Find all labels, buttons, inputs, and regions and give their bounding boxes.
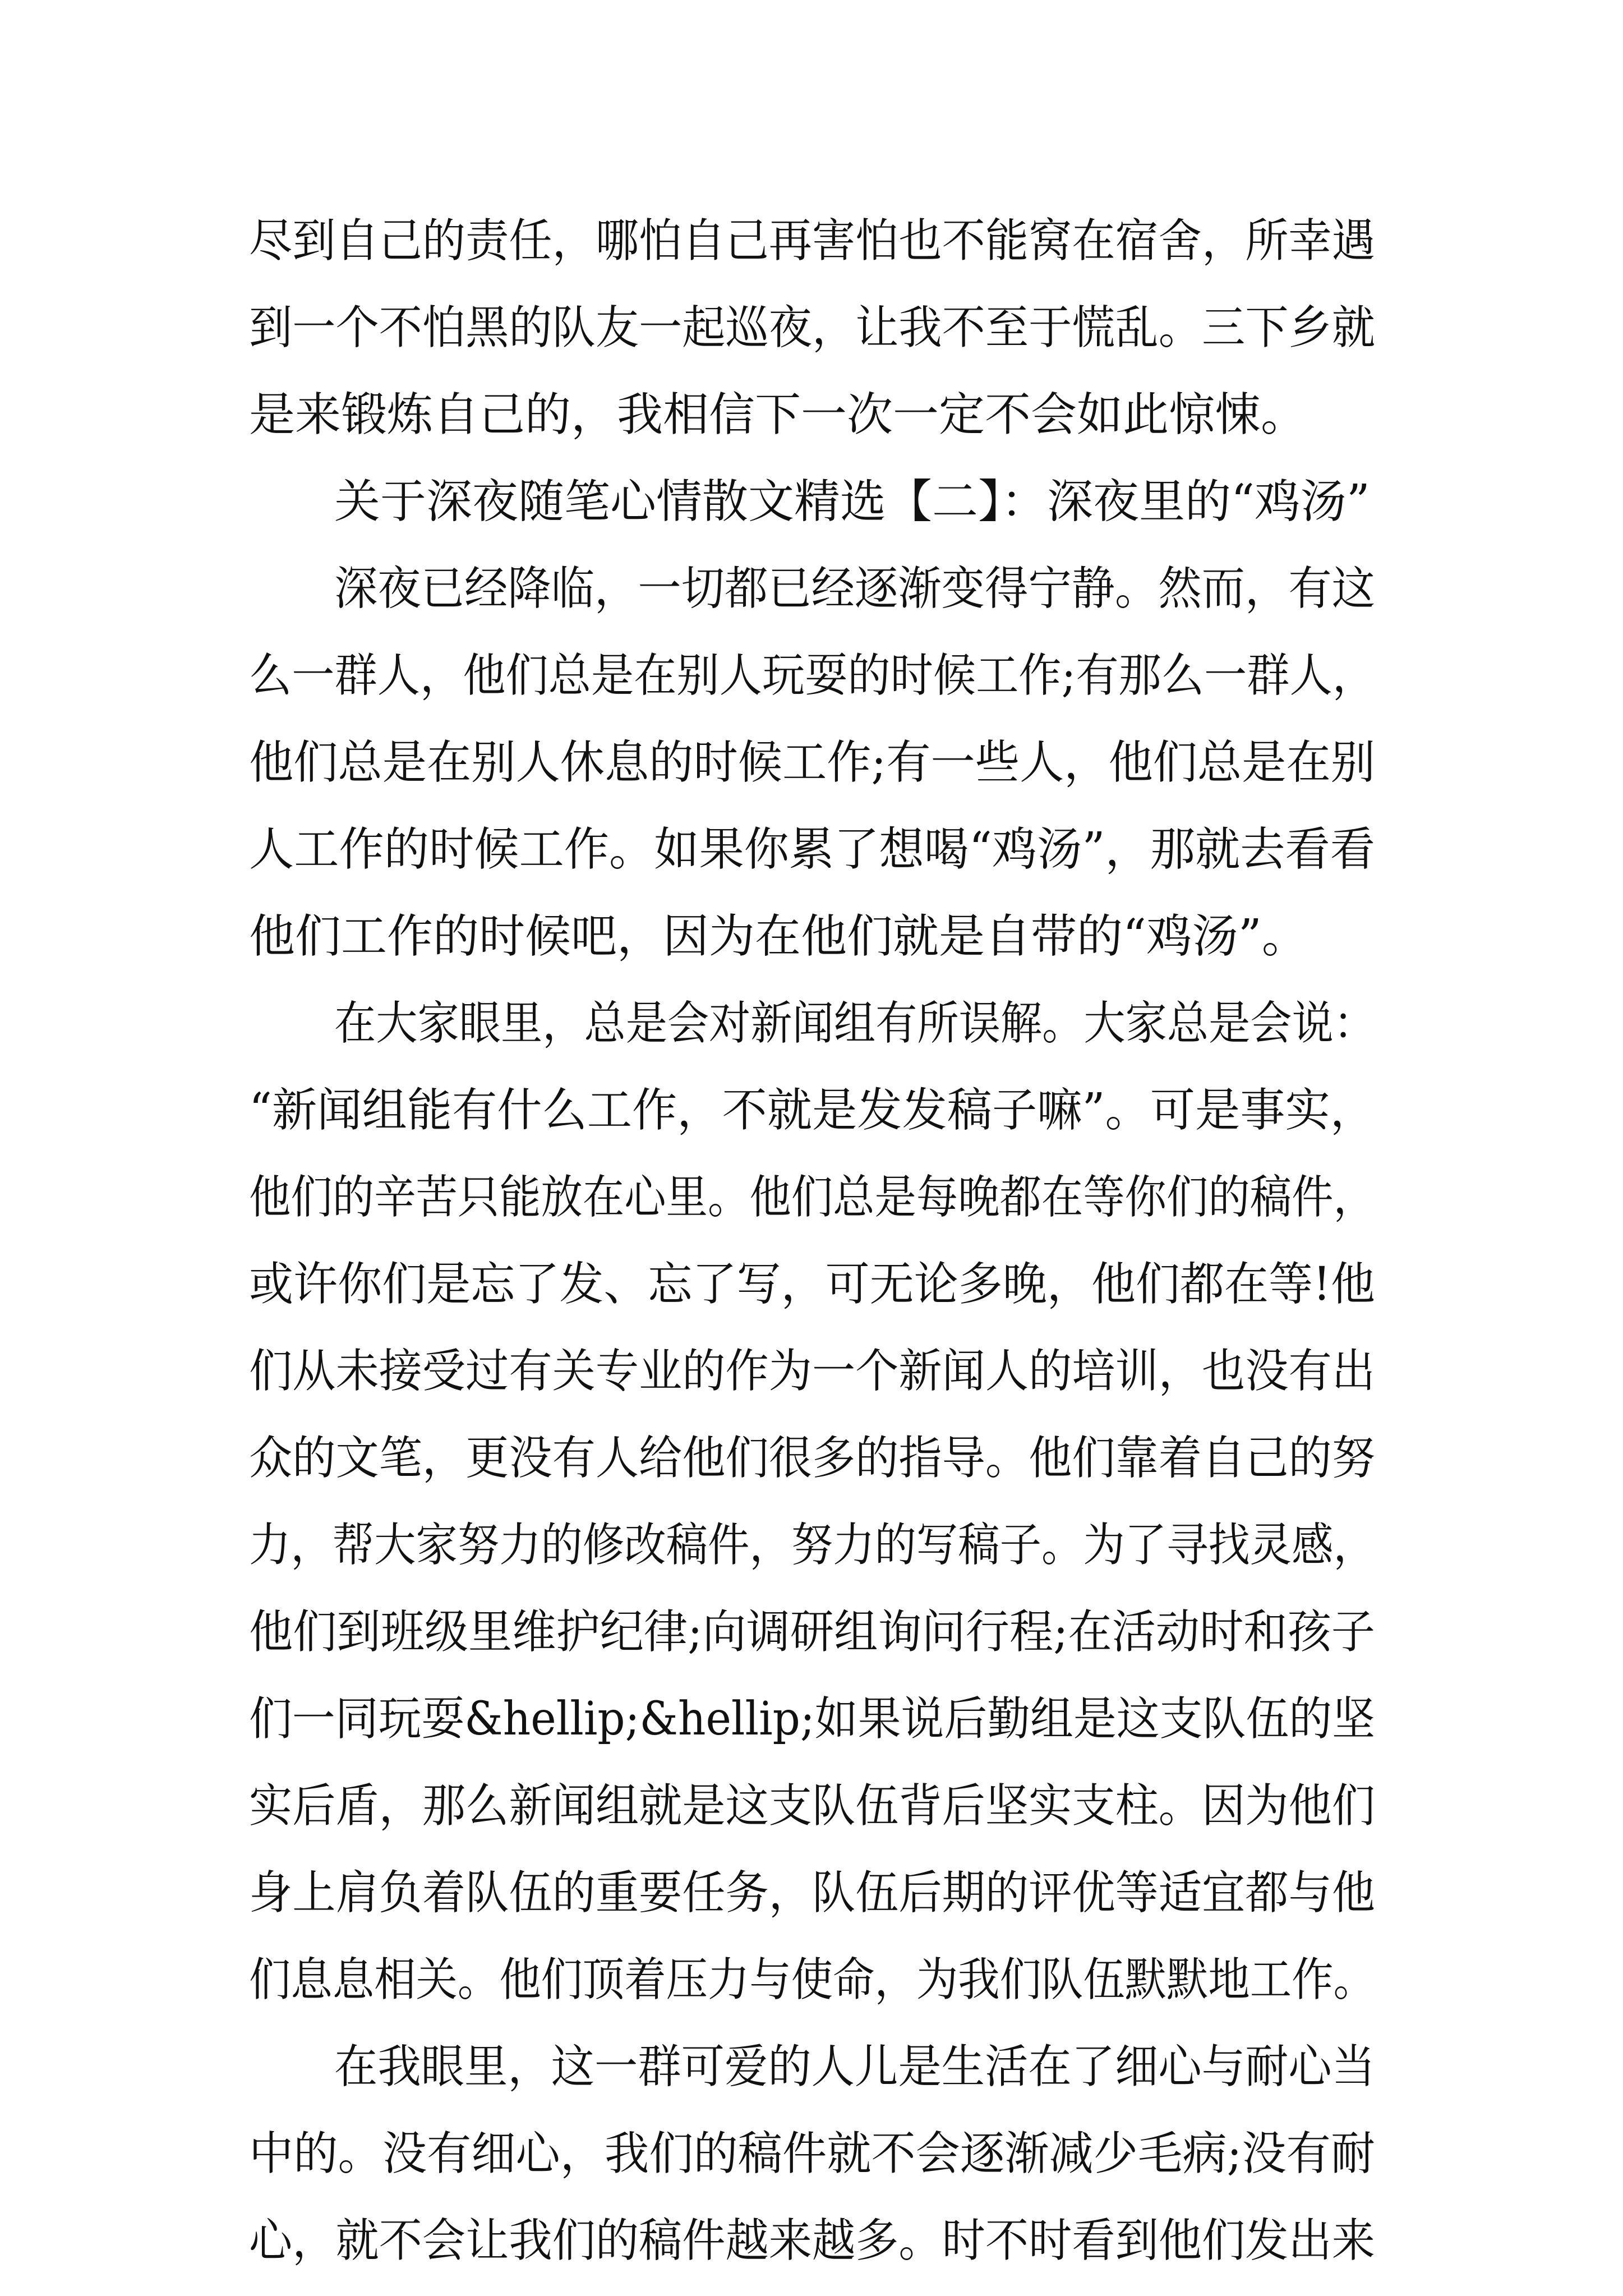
- line-text: 们从未接受过有关专业的作为一个新闻人的培训，也没有出: [249, 1345, 1375, 1398]
- line-text: 到一个不怕黑的队友一起巡夜，让我不至于慌乱。三下乡就: [249, 301, 1375, 355]
- text-line: [0, 816, 1623, 884]
- line-text: 么一群人，他们总是在别人玩耍的时候工作;有那么一群人，: [249, 649, 1376, 702]
- line-text: 在我眼里，这一群可爱的人儿是生活在了细心与耐心当: [334, 2040, 1376, 2093]
- line-text: 身上肩负着队伍的重要任务，队伍后期的评优等适宜都与他: [249, 1866, 1375, 1920]
- text-line: [0, 208, 1623, 275]
- text-line: [0, 555, 1623, 623]
- text-line: [0, 1686, 1623, 1753]
- text-line: [0, 1860, 1623, 1927]
- section-heading: [0, 468, 1623, 536]
- line-text: 心，就不会让我们的稿件越来越多。时不时看到他们发出来: [249, 2214, 1375, 2267]
- line-text: 他们总是在别人休息的时候工作;有一些人，他们总是在别: [249, 736, 1376, 789]
- line-text: 他们工作的时候吧，因为在他们就是自带的“鸡汤”。: [249, 910, 1308, 963]
- line-text: 深夜已经降临，一切都已经逐渐变得宁静。然而，有这: [334, 562, 1376, 615]
- text-line: [0, 2120, 1623, 2188]
- line-text: 实后盾，那么新闻组就是这支队伍背后坚实支柱。因为他们: [249, 1779, 1375, 1833]
- line-text: 众的文笔，更没有人给他们很多的指导。他们靠着自己的努: [249, 1432, 1375, 1485]
- text-line: [0, 1251, 1623, 1318]
- line-text: 他们到班级里维护纪律;向调研组询问行程;在活动时和孩子: [249, 1605, 1376, 1659]
- text-line: [0, 1599, 1623, 1666]
- text-line: [0, 903, 1623, 970]
- text-line: [0, 1512, 1623, 1579]
- text-line: [0, 1425, 1623, 1492]
- text-line: [0, 1077, 1623, 1144]
- text-line: [0, 1164, 1623, 1231]
- line-text: 或许你们是忘了发、忘了写，可无论多晚，他们都在等!他: [249, 1258, 1375, 1311]
- heading-text: 关于深夜随笔心情散文精选【二】：深夜里的“鸡汤”: [334, 475, 1370, 528]
- line-text: 在大家眼里，总是会对新闻组有所误解。大家总是会说：: [334, 997, 1376, 1050]
- line-text: 力，帮大家努力的修改稿件，努力的写稿子。为了寻找灵感，: [249, 1519, 1375, 1572]
- line-text: 们一同玩耍&hellip;&hellip;如果说后勤组是这支队伍的坚: [249, 1692, 1375, 1746]
- text-line: [0, 2033, 1623, 2101]
- line-text: 们息息相关。他们顶着压力与使命，为我们队伍默默地工作。: [249, 1953, 1375, 2007]
- line-text: 是来锻炼自己的，我相信下一次一定不会如此惊悚。: [249, 388, 1307, 441]
- text-line: [0, 729, 1623, 797]
- text-line: [0, 381, 1623, 449]
- line-text: 尽到自己的责任，哪怕自己再害怕也不能窝在宿舍，所幸遇: [249, 214, 1375, 268]
- text-line: [0, 1773, 1623, 1840]
- line-text: “新闻组能有什么工作，不就是发发稿子嘛”。可是事实，: [249, 1084, 1375, 1137]
- text-line: [0, 1947, 1623, 2014]
- line-text: 他们的辛苦只能放在心里。他们总是每晚都在等你们的稿件，: [249, 1171, 1375, 1224]
- line-text: 中的。没有细心，我们的稿件就不会逐渐减少毛病;没有耐: [249, 2127, 1376, 2180]
- text-line: [0, 990, 1623, 1057]
- text-line: [0, 295, 1623, 362]
- line-text: 人工作的时候工作。如果你累了想喝“鸡汤”，那就去看看: [249, 823, 1375, 876]
- text-line: [0, 1338, 1623, 1405]
- text-line: [0, 2207, 1623, 2275]
- text-line: [0, 642, 1623, 710]
